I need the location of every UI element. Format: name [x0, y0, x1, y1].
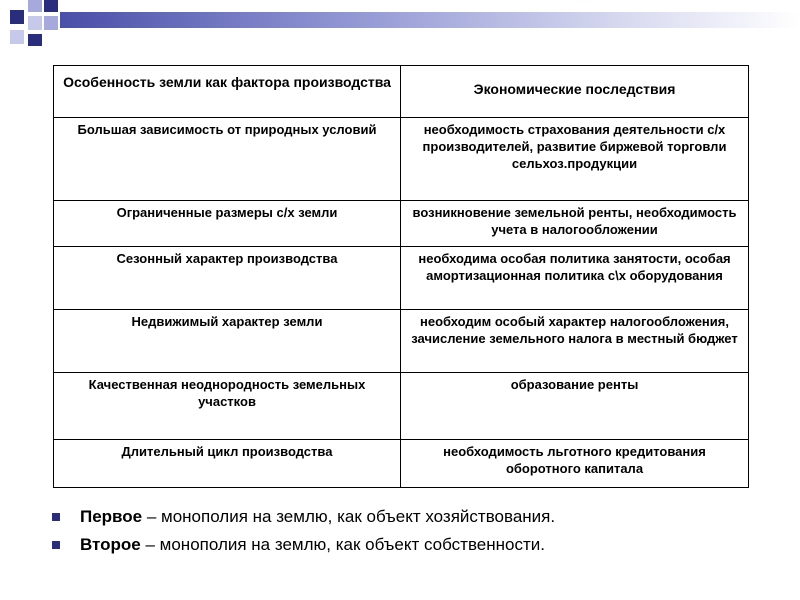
table-row	[54, 440, 749, 488]
square-bullet-icon	[52, 513, 60, 521]
deco-square-2	[28, 0, 42, 12]
deco-square-6	[10, 30, 24, 44]
cell-consequence: возникновение земельной ренты, необходимость учета в налогообложении	[401, 201, 749, 247]
deco-square-7	[28, 34, 42, 46]
bullet-text: – монополия на землю, как объект хозяйствования.	[142, 507, 556, 526]
cell-feature: Ограниченные размеры с/х земли	[54, 201, 401, 247]
table-header-row	[54, 66, 749, 118]
deco-square-5	[44, 16, 58, 30]
square-bullet-icon	[52, 541, 60, 549]
bullet-term: Первое	[80, 507, 143, 526]
header-feature: Особенность земли как фактора производства	[54, 66, 401, 118]
cell-consequence: необходимость страхования деятельности с/х производителей, развитие биржевой торговли сельхоз.продукции	[401, 118, 749, 201]
bullet-item	[50, 507, 770, 527]
cell-feature: Большая зависимость от природных условий	[54, 118, 401, 201]
table-row	[54, 373, 749, 440]
land-features-table	[53, 65, 749, 488]
header-consequence: Экономические последствия	[401, 66, 749, 118]
cell-consequence: необходима особая политика занятости, особая амортизационная политика с\х оборудования	[401, 247, 749, 310]
cell-consequence: необходимость льготного кредитования оборотного капитала	[401, 440, 749, 488]
table-row	[54, 118, 749, 201]
table-row	[54, 310, 749, 373]
table-row	[54, 201, 749, 247]
cell-consequence: образование ренты	[401, 373, 749, 440]
cell-feature: Недвижимый характер земли	[54, 310, 401, 373]
deco-square-3	[44, 0, 58, 12]
deco-square-1	[10, 10, 24, 24]
cell-feature: Качественная неоднородность земельных участков	[54, 373, 401, 440]
cell-feature: Сезонный характер производства	[54, 247, 401, 310]
cell-feature: Длительный цикл производства	[54, 440, 401, 488]
deco-gradient-band	[60, 12, 800, 28]
slide-header-decoration	[0, 0, 800, 60]
bullet-text: – монополия на землю, как объект собственности.	[140, 535, 545, 554]
deco-square-4	[28, 16, 42, 30]
bullet-term: Второе	[80, 535, 141, 554]
cell-consequence: необходим особый характер налогообложения, зачисление земельного налога в местный бюджет	[401, 310, 749, 373]
bullet-item	[50, 535, 770, 555]
table-row	[54, 247, 749, 310]
conclusion-bullets	[50, 507, 770, 563]
